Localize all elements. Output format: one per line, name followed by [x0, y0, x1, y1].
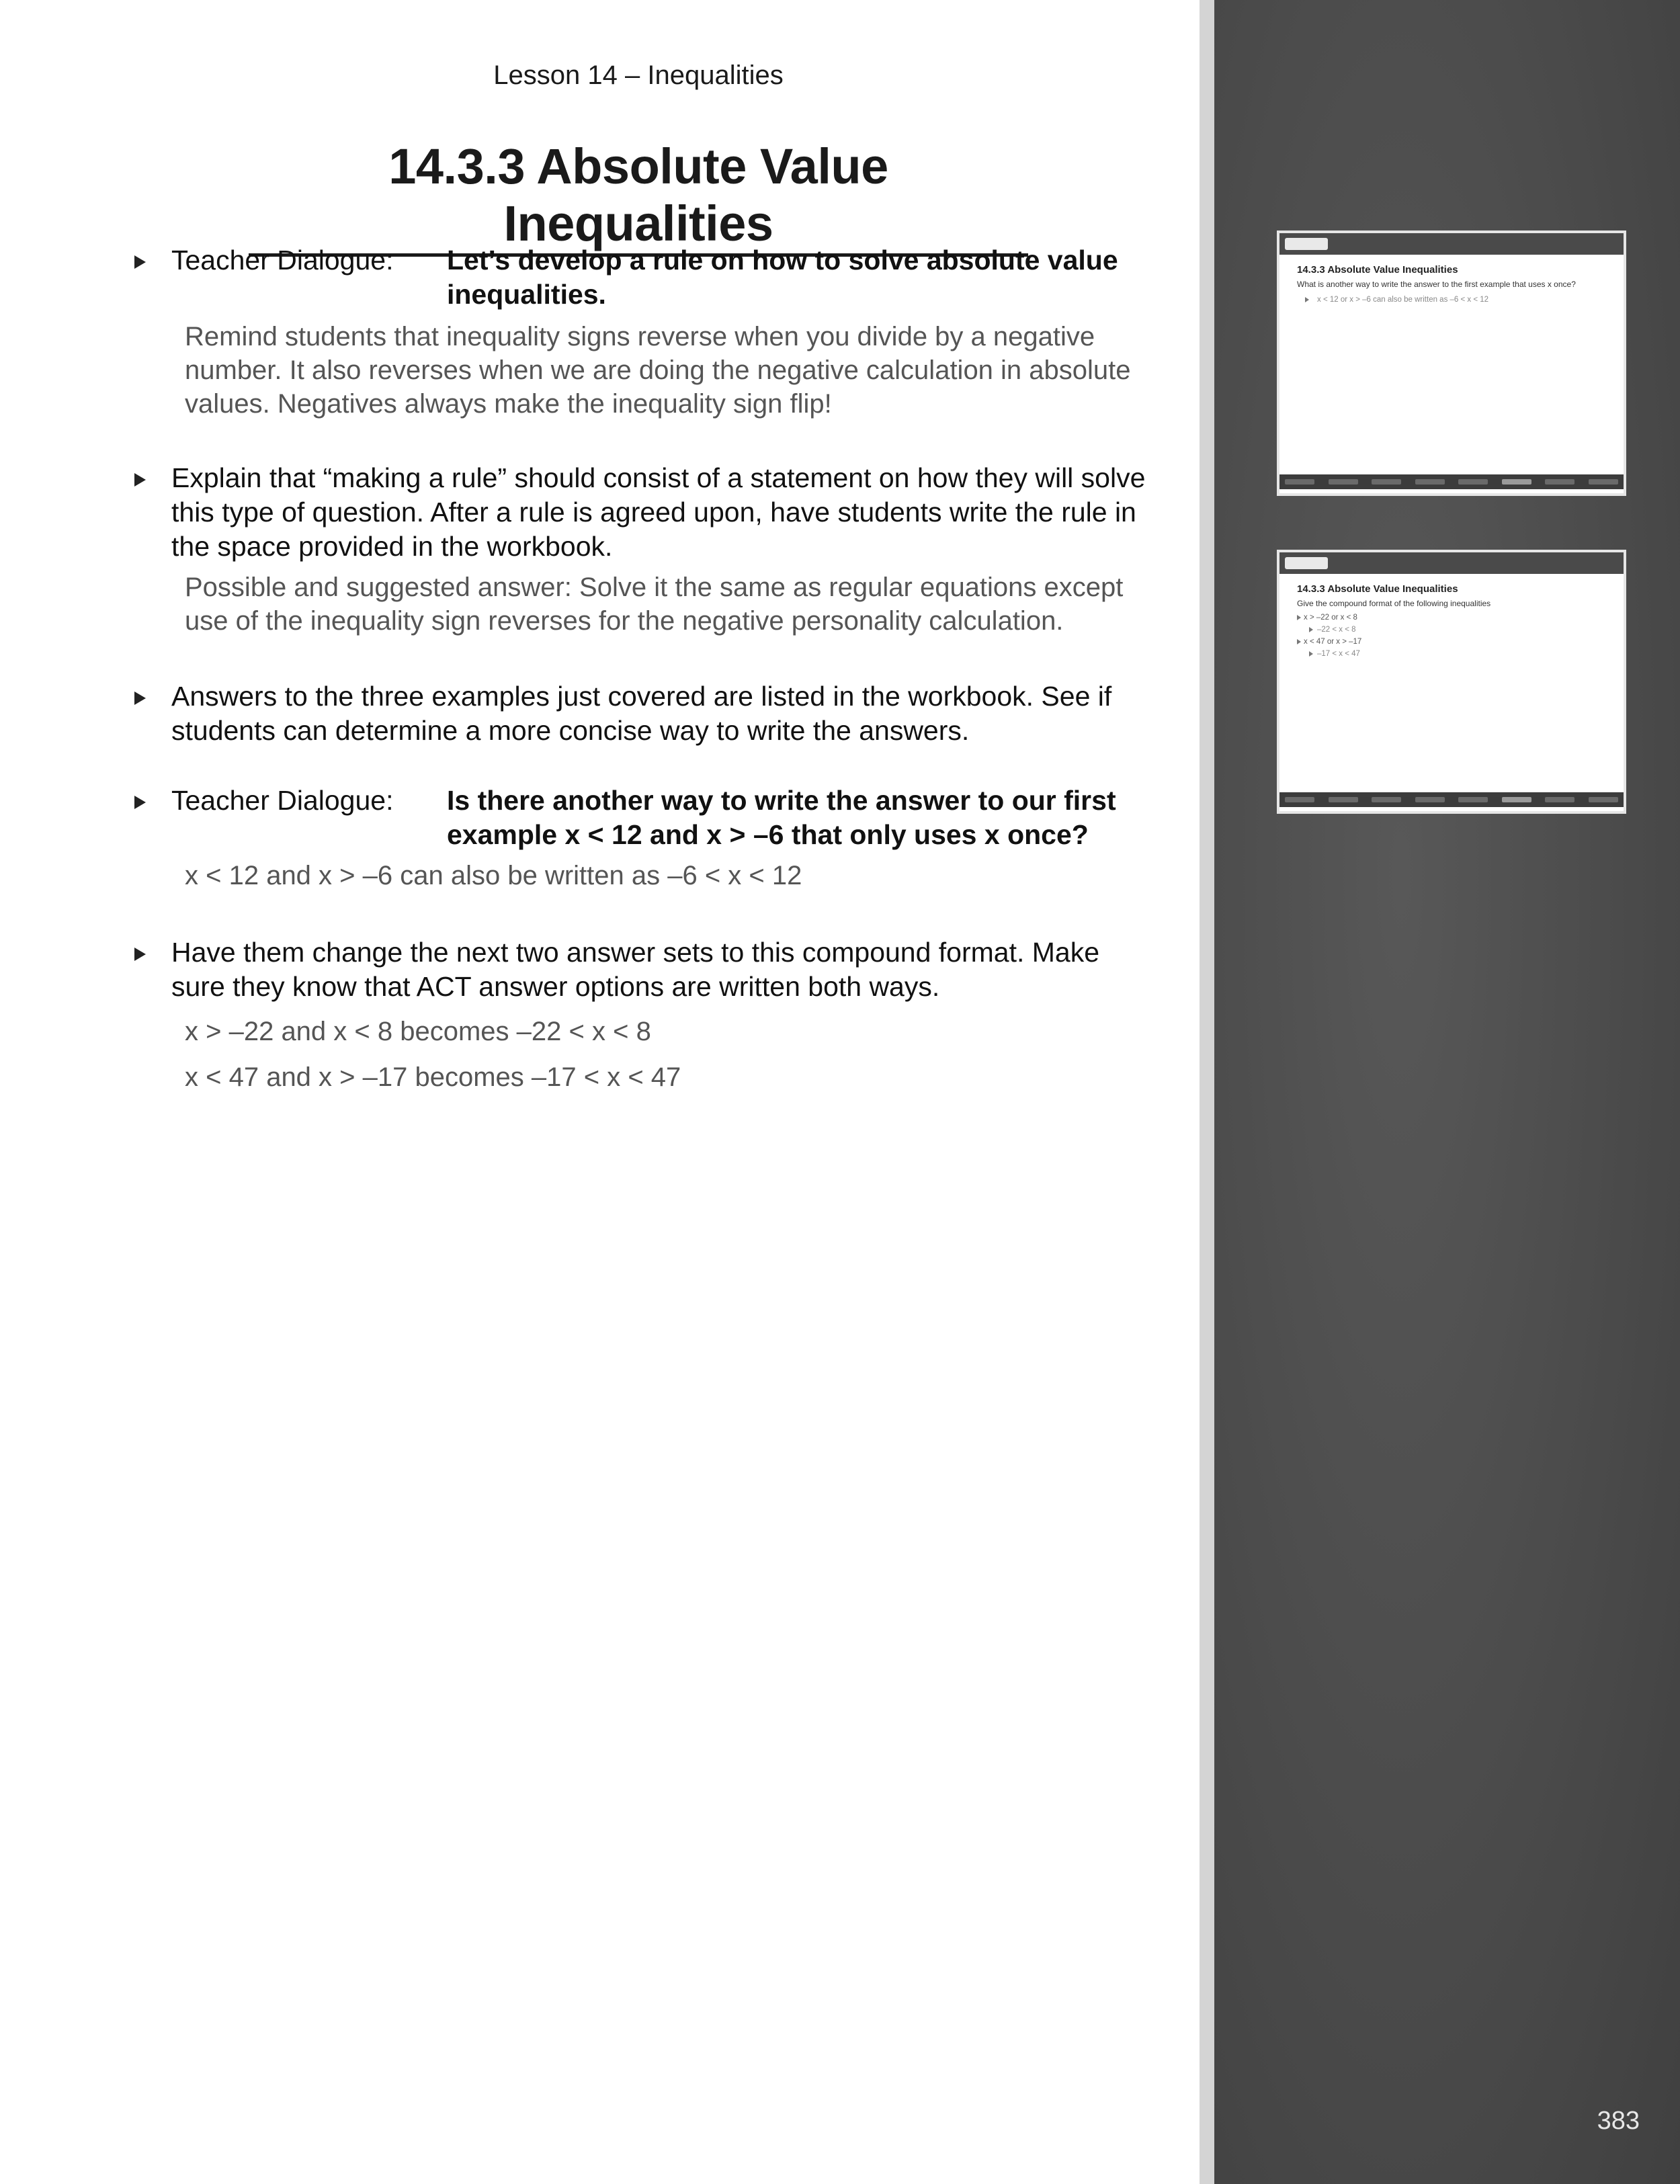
slide-nav-item — [1329, 797, 1358, 802]
slide-line: –17 < x < 47 — [1297, 648, 1606, 660]
running-header: Lesson 14 – Inequalities — [493, 60, 784, 90]
slide-line: –22 < x < 8 — [1297, 624, 1606, 636]
mini-arrow-icon — [1305, 297, 1309, 302]
bullet-arrow-icon — [134, 796, 146, 809]
bullet-text: Answers to the three examples just covered are listed in the workbook. See if students can determine a more concise way to write the answers. — [171, 681, 1112, 746]
bullet-arrow-icon — [134, 255, 146, 269]
slide-thumbnail-1 — [1277, 230, 1626, 496]
bullet-arrow-icon — [134, 691, 146, 705]
answer-line: x < 12 and x > –6 can also be written as –6 < x < 12 — [185, 861, 802, 890]
slide-nav-item — [1458, 479, 1488, 485]
mini-arrow-icon — [1297, 639, 1301, 644]
teacher-note: Remind students that inequality signs reverse when you divide by a negative number. It also reverses when we are doing the negative calculation in absolute values. Negatives always make the inequality sign flip! — [185, 322, 1131, 419]
answer-line: x < 47 and x > –17 becomes –17 < x < 47 — [185, 1062, 681, 1092]
page-divider — [1200, 0, 1214, 2184]
slide-line: x > –22 or x < 8 — [1297, 612, 1606, 624]
dialogue-text-line-2: example x < 12 and x > –6 that only uses x once? — [447, 819, 1089, 850]
slide-nav-bar — [1279, 474, 1624, 489]
slide-nav-item — [1589, 797, 1618, 802]
dialogue-text-line-1: Is there another way to write the answer to our first — [447, 785, 1116, 816]
slide-nav-item — [1545, 797, 1574, 802]
slide-title: 14.3.3 Absolute Value Inequalities — [1297, 264, 1458, 276]
bullet-block-5 — [134, 935, 1156, 1094]
slide-logo-icon — [1285, 238, 1328, 250]
slide-question: What is another way to write the answer to the first example that uses x once? — [1297, 280, 1576, 289]
slide-nav-bar — [1279, 792, 1624, 807]
slide-nav-item — [1589, 479, 1618, 485]
page-number: 383 — [1597, 2107, 1640, 2135]
slide-nav-item — [1415, 479, 1445, 485]
slide-nav-item — [1372, 479, 1401, 485]
slide-nav-item — [1285, 797, 1314, 802]
dialogue-text: Let’s develop a rule on how to solve absolute value inequalities. — [447, 245, 1118, 310]
bullet-block-3 — [134, 679, 1156, 748]
slide-nav-item — [1415, 797, 1445, 802]
mini-arrow-icon — [1309, 651, 1313, 657]
slide-logo-icon — [1285, 557, 1328, 569]
slide-nav-item — [1329, 479, 1358, 485]
slide-line: x < 47 or x > –17 — [1297, 636, 1606, 648]
slide-nav-item — [1545, 479, 1574, 485]
slide-question: Give the compound format of the following inequalities — [1297, 599, 1491, 608]
dialogue-label: Teacher Dialogue: — [171, 785, 394, 816]
answer-line: x > –22 and x < 8 becomes –22 < x < 8 — [185, 1017, 651, 1046]
slide-nav-item-active — [1502, 479, 1531, 485]
slide-title: 14.3.3 Absolute Value Inequalities — [1297, 583, 1458, 595]
dialogue-label: Teacher Dialogue: — [171, 245, 394, 276]
slide-header-bar — [1279, 552, 1624, 574]
bullet-block-2 — [134, 461, 1156, 638]
mini-arrow-icon — [1309, 627, 1313, 632]
bullet-text: Explain that “making a rule” should consist of a statement on how they will solve this type of question. After a rule is agreed upon, have students write the rule in the space provided in the workbook. — [171, 462, 1146, 562]
section-title: 14.3.3 Absolute Value Inequalities — [249, 138, 1028, 257]
bullet-text: Have them change the next two answer sets to this compound format. Make sure they know that ACT answer options are written both ways. — [171, 937, 1100, 1002]
dialogue-block-1 — [134, 243, 1156, 421]
slide-thumbnail-2 — [1277, 550, 1626, 814]
suggested-answer: Possible and suggested answer: Solve it the same as regular equations except use of the inequality sign reverses for the negative personality calculation. — [185, 573, 1124, 636]
slide-header-bar — [1279, 233, 1624, 255]
slide-nav-item — [1458, 797, 1488, 802]
bullet-arrow-icon — [134, 473, 146, 487]
bullet-arrow-icon — [134, 948, 146, 961]
mini-arrow-icon — [1297, 615, 1301, 620]
dialogue-text — [447, 784, 1159, 852]
slide-nav-item-active — [1502, 797, 1531, 802]
dialogue-block-4 — [134, 784, 1156, 892]
slide-nav-item — [1285, 479, 1314, 485]
slide-nav-item — [1372, 797, 1401, 802]
slide-line: x < 12 or x > –6 can also be written as –6 < x < 12 — [1297, 294, 1606, 306]
